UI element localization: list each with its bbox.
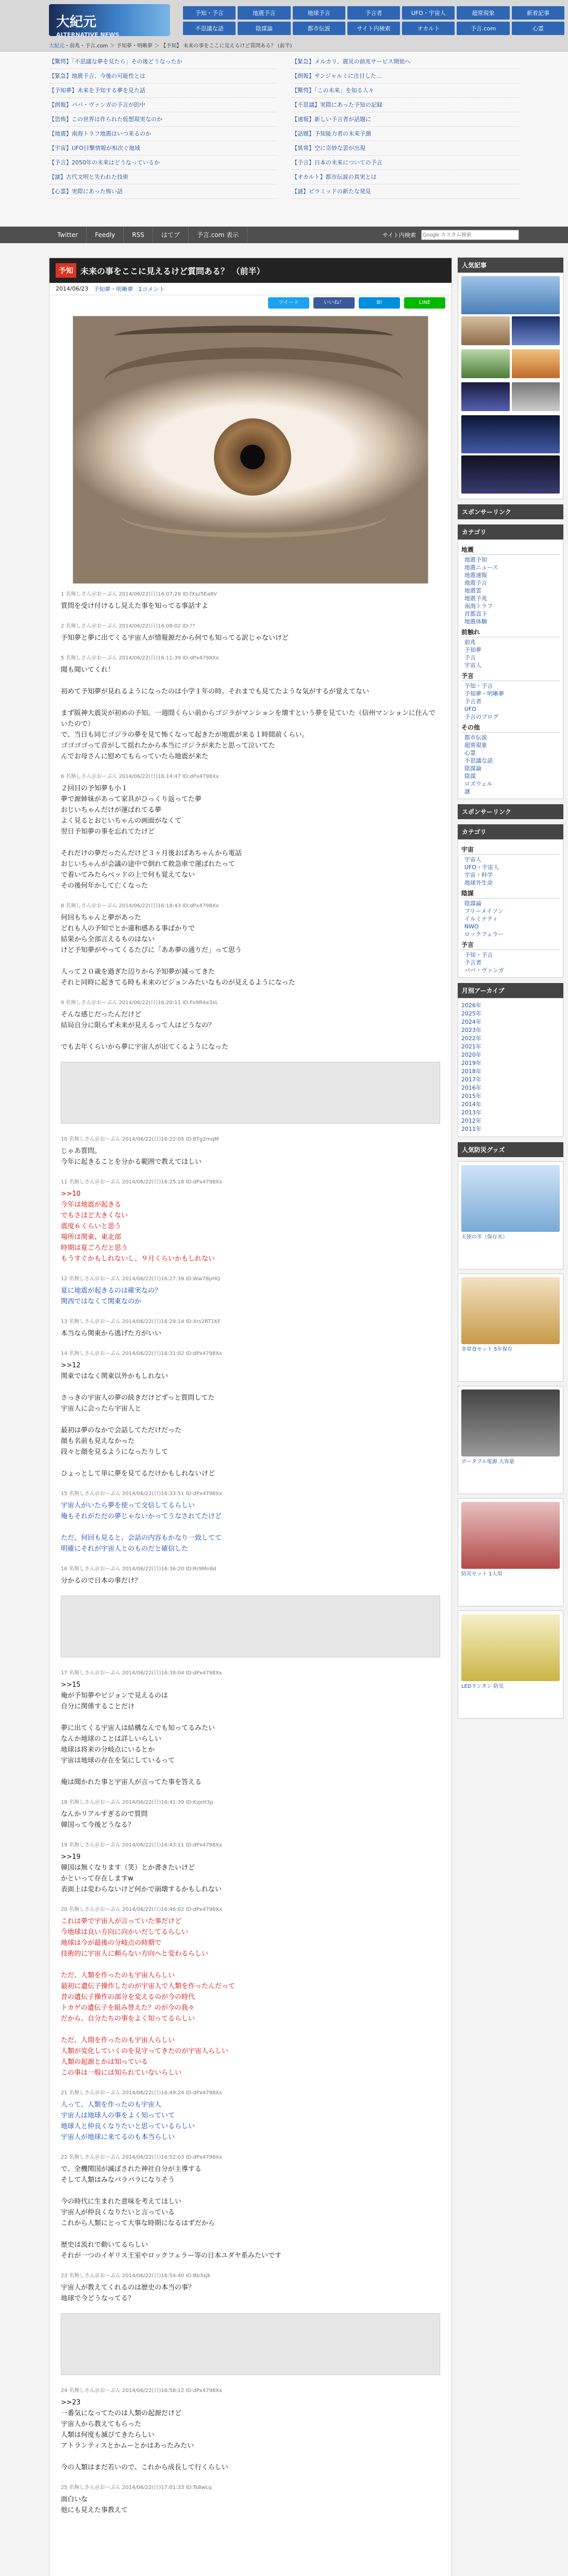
sidebar-sponsor-heading: スポンサーリンク [458,504,563,519]
promo-image[interactable] [461,1614,560,1681]
archive-link[interactable]: 2019年 [461,1060,481,1066]
post-header: 19 名無しさん＠おーぷん 2014/06/22(日)16:43:11 ID:dPx4798Xx [61,1842,222,1848]
thread-post [49,766,452,895]
category-link[interactable]: 謎 [464,788,470,795]
category-link[interactable]: イルミナティ [464,916,498,922]
headline-ticker [0,52,568,227]
post-header: 8 名無しさん＠おーぷん 2014/06/22(日)16:18:43 ID:dPx4798Xx [61,903,219,909]
thread-post [49,1129,452,1172]
post-body: 面白いな 他にも見えた事教えて [61,2496,128,2514]
post-header: 2 名無しさん＠おーぷん 2014/06/22(日)16:08:02 ID:?? [61,623,195,629]
archive-link[interactable]: 2016年 [461,1084,481,1091]
thread-post [49,895,452,992]
thread-post [49,1268,452,1311]
post-body: >>19 韓国は無くなります（笑）とか書きたいけど かといって存在しますw 表面上は変わらないけど何かで崩壊するかもしれない [61,1853,222,1893]
category-link[interactable]: 地震速報 [464,572,487,579]
category-link[interactable]: フリーメイソン [464,908,504,914]
promo-image[interactable] [461,1389,560,1456]
topnav-link[interactable]: 超常現象 [457,6,509,20]
post-header: 18 名無しさん＠おーぷん 2014/06/22(日)16:41:39 ID:KqxH3p [61,1800,213,1805]
search-label: サイト内検索 [382,232,416,239]
category-link[interactable]: NWO [464,923,479,930]
menubar-link[interactable]: Twitter [49,227,87,243]
thread-post [49,2477,452,2520]
sidebar [458,258,563,1719]
topnav-link[interactable]: サイト内検索 [347,22,400,35]
sidebar-promo-heading: 人気防災グッズ [458,1142,563,1157]
sidebar-archive-heading: 月別アーカイブ [458,983,563,998]
site-header [0,0,568,52]
category-link[interactable]: 予知夢 [464,647,481,653]
ticker-link[interactable]: 【不思議】実際にあった予知の記録 [292,98,519,112]
thread-post [49,1343,452,1483]
category-link[interactable]: 首都直下 [464,611,487,617]
category-link[interactable]: ロズウェル [464,781,493,787]
category-link[interactable]: 陰謀 [464,773,476,779]
post-header: 6 名無しさん＠おーぷん 2014/06/22(日)16:14:47 ID:dPx4798Xx [61,774,219,779]
category-link[interactable]: 予言のブログ [464,714,498,720]
thread-post [49,2147,452,2265]
article-eye-image [73,316,428,584]
site-search-input[interactable] [421,230,519,240]
thread-posts [49,584,452,2520]
category-link[interactable]: 超常現象 [464,742,487,749]
topnav-link[interactable]: 地球予言 [293,6,345,20]
ticker-link[interactable]: 【緊急】地震予言、今後の可能性とは [49,69,276,83]
upper-eyelid-shape [104,347,403,414]
category-link[interactable]: 予知夢・明晰夢 [464,690,504,697]
facebook-like-button[interactable]: いいね！ [313,297,355,309]
category-link[interactable]: 地震予言 [464,580,487,586]
topnav-link[interactable]: 予言.com [457,22,509,35]
promo-item[interactable] [458,1498,563,1606]
menubar-link[interactable]: RSS [124,227,153,243]
category-link[interactable]: 陰謀論 [464,765,481,772]
archive-link[interactable]: 2017年 [461,1076,481,1083]
ticker-link[interactable]: 【朗報】サンジャルミに注目した… [292,69,519,83]
thread-post [49,1792,452,1835]
sidebar-sponsor2-heading: スポンサーリンク [458,804,563,819]
popular-thumb-9[interactable] [461,455,560,494]
ad-slot[interactable] [61,2313,440,2375]
ticker-link[interactable]: 【地震】南海トラフ地震はいつ来るのか [49,127,276,141]
post-body: >>23 一番気になってたのは人類の起源だけど 宇宙人から教えてもらった 人類は何度も滅びてきたらしい アトランティスとかムーとかはあったみたい 今の人類はまだ若いので、これから成長して行くらしい [61,2399,228,2471]
popular-thumb-8[interactable] [461,415,560,453]
ticker-right-column [292,55,519,223]
ticker-link[interactable]: 【宇宙】UFO目撃情報が相次ぐ地域 [49,141,276,156]
article-date: 2014/06/23 [56,285,89,292]
menubar-link[interactable]: はてブ [153,227,189,243]
article-title-bar [49,258,452,283]
category-link[interactable]: 予言 [464,654,476,661]
ticker-link[interactable]: 【速報】新しい予言者が話題に [292,112,519,127]
post-header: 17 名無しさん＠おーぷん 2014/06/22(日)16:38:04 ID:dPx4798Xx [61,1670,222,1676]
ticker-link[interactable]: 【恐怖】この世界は作られた仮想現実なのか [49,112,276,127]
category-link[interactable]: 南海トラフ [464,603,493,609]
popular-thumb-1[interactable] [461,276,560,314]
archive-link[interactable]: 2024年 [461,1019,481,1025]
menubar-link[interactable]: Feedly [87,227,124,243]
thread-post [49,1899,452,2082]
article-comments-link[interactable]: 1コメント [138,285,165,293]
archive-link[interactable]: 2023年 [461,1027,481,1033]
post-body: なんかリアルすぎるので質問 韓国って今後どうなる？ [61,1810,148,1829]
ticker-link[interactable]: 【謎】ピラミッドの新たな発見 [292,184,519,199]
archive-link[interactable]: 2026年 [461,1002,481,1009]
post-header: 16 名無しさん＠おーぷん 2014/06/22(日)16:36:20 ID:Rr9Mn8d [61,1566,216,1572]
menubar-link[interactable]: 予言.com 表示 [189,227,247,243]
thread-post [49,1172,452,1268]
post-body: 宇宙人が教えてくれるのは歴史の本当の事？ 地球で今どうなってる？ [61,2284,195,2302]
ticker-link[interactable]: 【異常】空に奇妙な雲が出現 [292,141,519,156]
menu-items [49,227,247,243]
ticker-link[interactable]: 【驚愕】「不思議な夢を見たら」その後どうなったか [49,55,276,69]
topnav-link[interactable]: 都市伝説 [293,22,345,35]
promo-label[interactable]: 天使の雫（保存水） [461,1234,508,1240]
ad-slot[interactable] [61,1062,440,1124]
promo-label[interactable]: 非常食セット 5年保存 [461,1347,513,1352]
promo-label[interactable]: LEDランタン 防災 [461,1684,504,1689]
post-body: 予知夢と夢に出てくる宇宙人が情報源だから何でも知ってる訳じゃないけど [61,634,289,642]
thread-post [49,2265,452,2308]
thread-post [49,1663,452,1792]
ticker-left-column [49,55,276,223]
breadcrumb-home[interactable]: 大紀元 [49,43,64,49]
post-header: 13 名無しさん＠おーぷん 2014/06/22(日)16:29:14 ID:Xrs2RT1KF [61,1319,221,1325]
post-header: 20 名無しさん＠おーぷん 2014/06/22(日)16:46:02 ID:dPx4798Xx [61,1907,222,1912]
post-body: 人って、人類を作ったのも宇宙人 宇宙人は地球人の事をよく知っていて 地球人と仲良くなりたいと思っているらしい 宇宙人が地球に来てるのも本当らしい [61,2101,195,2141]
post-body: 分かるので日本の事だけ？ [61,1577,142,1585]
ticker-link[interactable]: 【心霊】実際にあった怖い話 [49,184,276,199]
thread-post [49,648,452,766]
popular-thumb-4[interactable] [461,349,510,378]
eyebrow-shape [114,326,393,346]
topnav-link[interactable]: オカルト [402,22,455,35]
post-header: 1 名無しさん＠おーぷん 2014/06/22(日)16:07:29 ID:fXsz5Ea8V [61,591,217,597]
lower-eyelid-shape [120,492,388,538]
promo-item[interactable] [458,1274,563,1382]
post-body: >>15 俺が予知夢やビジョンで見えるのは 自分に関係することだけ 夢に出てくる宇宙人は結構なんでも知ってるみたい なんか地球のことは詳しいらしい 地球は将来の分岐点にいるとか 宇宙は地球の存在を気にしているって 俺は聞かれた事と宇宙人が言ってた事を答える [61,1681,215,1786]
ticker-link[interactable]: 【予言】日本の未来についての予言 [292,156,519,170]
category-link[interactable]: 予言者 [464,959,481,966]
category-link[interactable]: 地震体験 [464,618,487,625]
post-header: 22 名無しさん＠おーぷん 2014/06/22(日)16:52:03 ID:dPx4798Xx [61,2155,222,2160]
post-header: 11 名無しさん＠おーぷん 2014/06/22(日)16:25:18 ID:dPx4798Xx [61,1179,222,1185]
post-header: 25 名無しさん＠おーぷん 2014/06/22(日)17:01:33 ID:Ts8wLq [61,2485,212,2490]
topnav-link[interactable]: 地震予言 [238,6,290,20]
article-category-link[interactable]: 予知夢・明晰夢 [93,285,133,293]
thread-post [49,2380,452,2477]
popular-thumb-6[interactable] [461,382,510,411]
post-body: 聞も聞いてくれ！ 初めて予知夢が見れるようになったのは小学１年の時。それまでも見てたような気がするが覚えてない まず阪神大震災が初めの予知。一週間くらい前からゴジラがマンションを壊すという夢を見ていた（信州マンションに住んでいたので） で、当日も同じゴジラの夢を見て怖くなって起きたが地震が来る１時間前くらい。 ゴゴゴゴって音がして揺れたから本当にゴジラが来たと思って泣いてた んでお母さんに慰めてもらっていたら地震が来た [61,666,436,760]
post-body: 質問を受け付けるし見えた事を知ってる事話すよ [61,602,209,610]
post-body: 何回もちゃんと夢があった どれも人の予知でとか違和感ある事ばかりで 結果から全部言えるものはない けど予知夢がやってくるたびに「ああ夢の通りだ」って思う 人って２０歳を過ぎた辺りから予知夢が減ってきた それと同時に起きてる時も未来のビジョンみたいなものが見えるようになった [61,914,295,987]
post-header: 12 名無しさん＠おーぷん 2014/06/22(日)16:27:39 ID:Ww78pHQ [61,1276,220,1282]
sidebar-popular-box [458,273,563,499]
post-header: 24 名無しさん＠おーぷん 2014/06/22(日)16:58:12 ID:dPx4798Xx [61,2388,222,2394]
article-main [49,258,452,2576]
post-body: これは夢で宇宙人が言っていた事だけど 今地球は良い方向に向かいだしてるらしい 地球は今が最後の分岐点の時期で 技術的に宇宙人に頼らない方向へと変わるらしい ただ、人類を作ったのも宇宙人らしい 最初に遺伝子操作したのが宇宙人で人類を作ったんだって 昔の遺伝子操作の部分を変えるのが今の時代 トカゲの遺伝子を組み替えた？のが今の我々 だから、自分たちの事をよく知ってるらしい ただ、人間を作ったのも宇宙人らしい 人類が変化していくのを見守ってきたのが宇宙人らしい 人類の起源とかは知っている この事は一般には知られていないらしい [61,1918,236,2077]
archive-link[interactable]: 2020年 [461,1052,481,1058]
archive-link[interactable]: 2025年 [461,1010,481,1017]
post-body: 宇宙人がいたら夢を使って交信してるらしい 俺もそれがただの夢じゃないかってうなされてたけど ただ、何回も見ると、会話の内容もかなり一致してて 明確にそれが宇宙人とのものだと確信した [61,1502,222,1553]
archive-link[interactable]: 2011年 [461,1126,481,1132]
post-body: 本当なら関東から逃げた方がいい [61,1330,162,1337]
category-link[interactable]: ロックフェラー [464,931,504,938]
category-link[interactable]: 宇宙・科学 [464,872,493,878]
post-header: 9 名無しさん＠おーぷん 2014/06/22(日)16:20:11 ID:Fo9R4a3xL [61,1000,219,1006]
thread-post [49,1311,452,1343]
archive-link[interactable]: 2013年 [461,1109,481,1116]
post-header: 21 名無しさん＠おーぷん 2014/06/22(日)16:49:24 ID:dPx4798Xx [61,2090,222,2096]
topnav-link[interactable]: UFO・宇宙人 [402,6,455,20]
category-link[interactable]: 地震雲 [464,587,481,594]
category-link[interactable]: 宇宙人 [464,662,481,669]
category-group-title[interactable]: 予言 [461,940,560,950]
post-body: >>10 今年は地震が起きる でもさほど大きくない 震度６くらいと思う 場所は関東、東北部 時期は夏ごろだと思う もうすぐかもしれないし、９月くらいかもしれない [61,1190,215,1263]
category-link[interactable]: 不思議な話 [464,757,493,764]
ticker-link[interactable]: 【オカルト】都市伝説の真実とは [292,170,519,184]
breadcrumb [49,41,292,49]
topnav-link[interactable]: 陰謀論 [238,22,290,35]
thread-post [49,616,452,648]
breadcrumb-path: ・前兆・予言.com ＞ 予知夢・明晰夢 ＞ 【予知】 未来の事をここに見えるけど質問ある？ (前半) [64,43,292,49]
archive-link[interactable]: 2018年 [461,1068,481,1075]
promo-list [458,1161,563,1719]
post-header: 14 名無しさん＠おーぷん 2014/06/22(日)16:31:02 ID:dPx4798Xx [61,1351,222,1357]
sidebar-category2-heading: カテゴリ [458,824,563,839]
category-link[interactable]: 宇宙人 [464,856,481,863]
menu-bar [0,227,568,243]
category-link[interactable]: 心霊 [464,750,476,756]
ticker-link[interactable]: 【緊急】メルカリ、震災の前兆サービス開始へ [292,55,519,69]
topnav-link[interactable]: 心霊 [512,22,564,35]
archive-link[interactable]: 2015年 [461,1093,481,1099]
sidebar-popular-heading: 人気記事 [458,258,563,273]
promo-item[interactable] [458,1611,563,1719]
logo-subtitle: ALTERNATIVE NEWS [56,31,120,38]
category-link[interactable]: 予知・予言 [464,952,493,958]
popular-thumb-7[interactable] [512,382,560,411]
thread-post [49,2082,452,2147]
category-group-title[interactable]: 予言 [461,671,560,681]
post-body: そんな感じだったんだけど 結局自分に限らず未来が見えるって人はどうなの？ でも去年くらいから夢に宇宙人が出てくるようになった [61,1011,229,1051]
thread-post [49,1483,452,1558]
topnav-link[interactable]: 新着記事 [512,6,564,20]
top-navigation [183,6,564,35]
article-title: 未来の事をここに見えるけど質問ある？ （前半） [80,266,265,276]
logo-title: 大紀元 [56,14,97,30]
category-link[interactable]: 都市伝説 [464,734,487,741]
category-group-title[interactable]: 宇宙 [461,845,560,855]
post-header: 5 名無しさん＠おーぷん 2014/06/22(日)16:11:39 ID:dPx4798Xx [61,655,219,661]
category-link[interactable]: 地震予兆 [464,595,487,602]
post-body: ２回目の予知夢も小１ 夢で源姉妹があって家具がひっくり返ってた夢 おじいちゃんだけが運ばれてる夢 よく見るとおじいちゃんの画面がなくて 翌日予知夢の事を忘れてたけど それだけの夢だったんだけど３ヶ月後おばあちゃんから電話 おじいちゃんが会議の途中で倒れて救急車で運ばれたって で着いてみたらベッドの上で何も覚えてない その後何年かして亡くなった [61,785,242,890]
ticker-link[interactable]: 【朗報】ババ・ヴァンガの予言が的中 [49,98,276,112]
ad-slot[interactable] [61,1596,440,1657]
category-link[interactable]: 地震予知 [464,556,487,563]
post-body: >>12 関東ではなく関東以外かもしれない さっきの宇宙人の夢の続きだけどずっと質問してた 宇宙人に会ったら宇宙人と 最初は夢のなかで会話してただけだった 顔も名前も見えなかった 段々と顔を見るようになったりして ひょっとして単に夢を見てるだけかもしれないけど [61,1362,215,1478]
category-link[interactable]: 予言者 [464,698,481,705]
popular-thumb-2[interactable] [461,316,510,345]
category-group-title[interactable]: 地震 [461,545,560,555]
ticker-link[interactable]: 【予言】2050年の未来はどうなっているか [49,156,276,170]
topnav-link[interactable]: 不思議な話 [183,22,236,35]
iris-shape [214,418,291,496]
thread-post [49,992,452,1057]
line-share-button[interactable]: LINE [404,297,445,309]
share-buttons [49,295,452,311]
category-group-title[interactable]: 前触れ [461,628,560,637]
category-link[interactable]: 地震ニュース [464,564,498,571]
archive-list [458,998,563,1137]
hatena-bookmark-button[interactable]: B! [359,297,400,309]
article-tag: 予知 [56,263,76,278]
category-link[interactable]: 陰謀論 [464,900,481,907]
category-group-title[interactable]: その他 [461,723,560,733]
category-group-title[interactable]: 陰謀 [461,889,560,899]
category-list-2 [458,839,563,978]
archive-link[interactable]: 2022年 [461,1035,481,1042]
topnav-link[interactable]: 予言者 [347,6,400,20]
category-link[interactable]: UFO [464,706,477,713]
promo-label[interactable]: ポータブル電源 大容量 [461,1459,514,1465]
popular-thumb-5[interactable] [512,349,560,378]
ticker-link[interactable]: 【謎】古代文明と失われた技術 [49,170,276,184]
archive-link[interactable]: 2012年 [461,1117,481,1124]
post-body: 夏に地震が起きるのは確実なの？ 関西ではなくて関東なのか [61,1287,162,1306]
promo-image[interactable] [461,1502,560,1569]
thread-post [49,1558,452,1590]
post-header: 15 名無しさん＠おーぷん 2014/06/22(日)16:33:51 ID:dPx4798Xx [61,1491,222,1497]
category-link[interactable]: UFO・宇宙人 [464,864,499,871]
archive-link[interactable]: 2014年 [461,1101,481,1108]
twitter-share-button[interactable]: ツイート [268,297,309,309]
promo-image[interactable] [461,1277,560,1344]
post-header: 10 名無しさん＠おーぷん 2014/06/22(日)16:22:05 ID:8Tg2mqM [61,1137,219,1142]
topnav-link[interactable]: 予知・予言 [183,6,236,20]
ticker-link[interactable]: 【予知夢】未来を予知する夢を見た話 [49,83,276,98]
promo-image[interactable] [461,1165,560,1232]
category-link[interactable]: ババ・ヴァンガ [464,967,504,974]
promo-label[interactable]: 防災セット 1人用 [461,1571,503,1577]
promo-item[interactable] [458,1386,563,1494]
promo-item[interactable] [458,1161,563,1269]
post-body: じゃあ質問。 今年に起きることを分かる範囲で教えてほしい [61,1147,202,1166]
post-body: で、全機関国が滅ぼされた神社自分が主導する そして人類はみなパラパラになりそう 今の時代に生まれた意味を考えてほしい 宇宙人が仲良くなりたいと言っている これから人類にとって大事な時期になるはずだから 歴史は流れで動いてるらしい それが一つのイギリス王室やロックフェラー等の日本ユダヤ系みたいです [61,2165,281,2260]
category-link[interactable]: 予知・予言 [464,683,493,689]
category-link[interactable]: 前兆 [464,639,476,646]
ticker-link[interactable]: 【話題】予知能力者の未来予測 [292,127,519,141]
sidebar-category-heading: カテゴリ [458,524,563,539]
popular-thumb-3[interactable] [512,316,560,345]
ticker-link[interactable]: 【驚愕】「この未来」を知る人々 [292,83,519,98]
site-logo[interactable] [49,4,170,36]
thread-post [49,1835,452,1899]
post-header: 23 名無しさん＠おーぷん 2014/06/22(日)16:54:40 ID:Bb3xJk [61,2273,211,2279]
article-meta [49,283,452,295]
thread-post [49,584,452,616]
archive-link[interactable]: 2021年 [461,1043,481,1050]
category-list-1 [458,539,563,799]
category-link[interactable]: 地球外生命 [464,879,493,886]
